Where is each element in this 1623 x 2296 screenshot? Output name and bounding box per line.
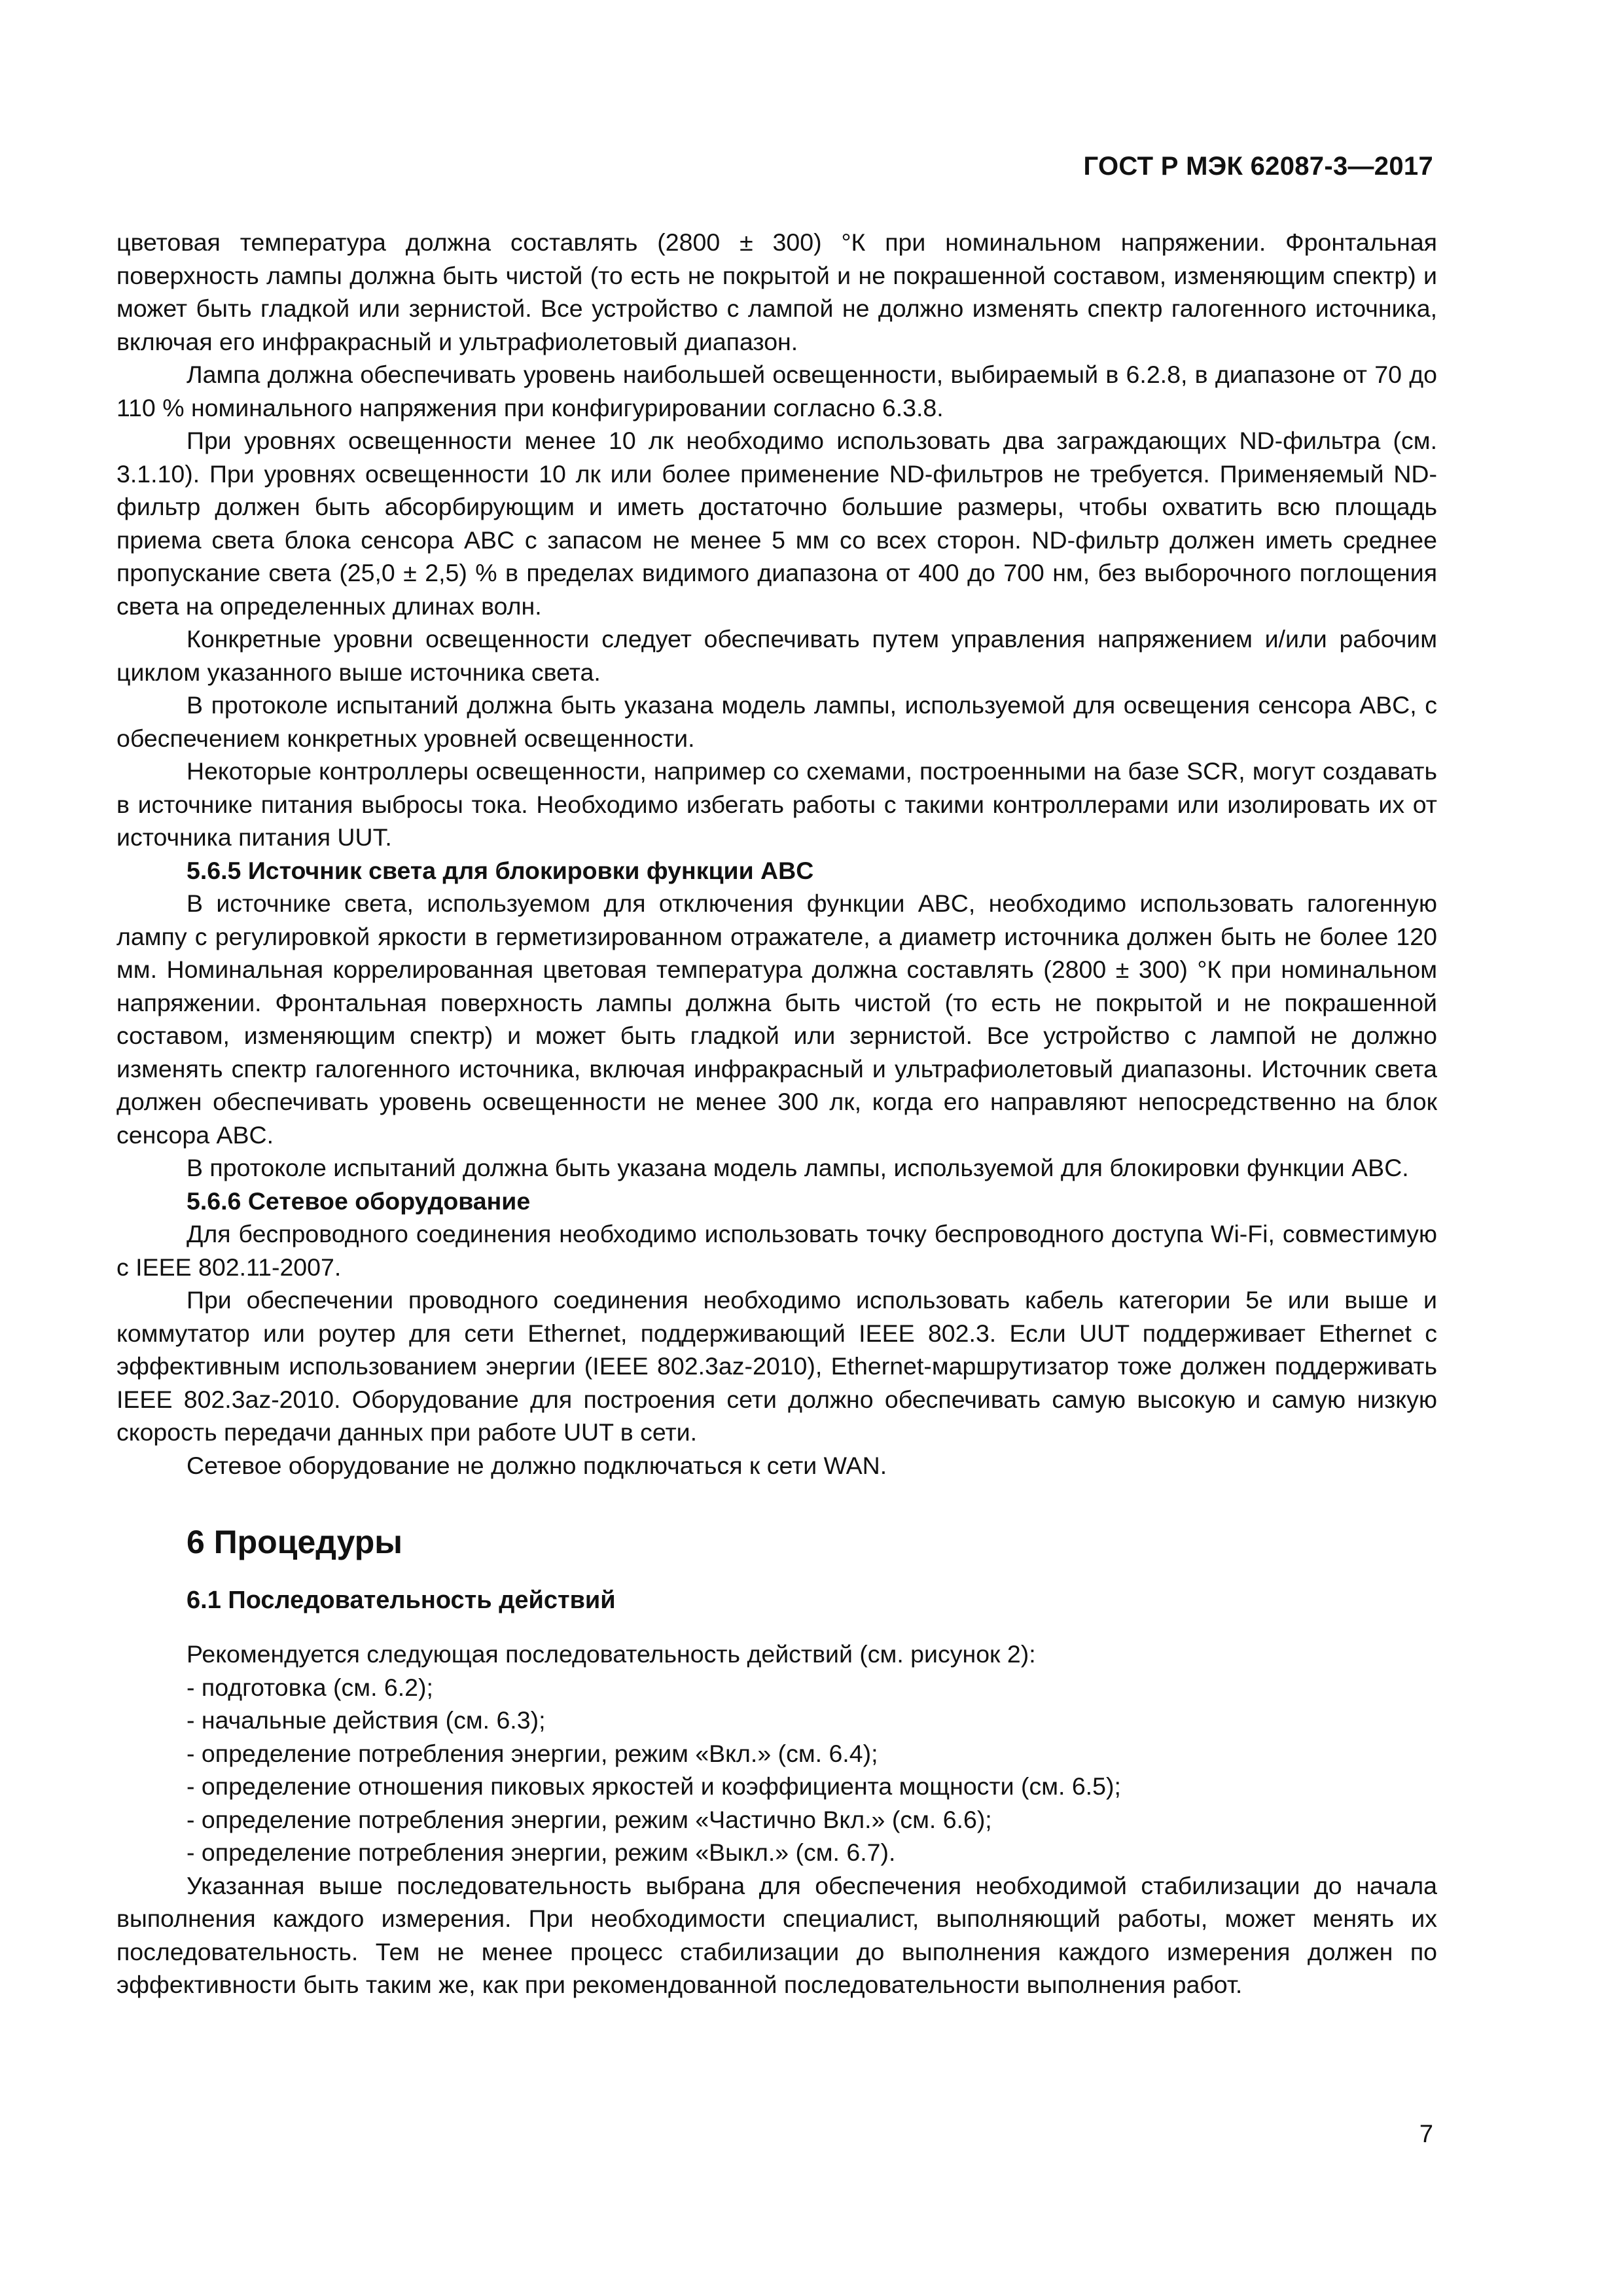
paragraph: Конкретные уровни освещенности следует обеспечивать путем управления напряжением и/или рабочим циклом указанного выше источника света. xyxy=(116,625,1437,686)
section-heading-6: 6 Процедуры xyxy=(187,1524,403,1560)
list-item: - определение потребления энергии, режим «Частично Вкл.» (см. 6.6); xyxy=(187,1805,992,1833)
paragraph: Для беспроводного соединения необходимо использовать точку беспроводного доступа Wi-Fi, совместимую с IEEE 802.11-2007. xyxy=(116,1220,1437,1281)
paragraph: При уровнях освещенности менее 10 лк необходимо использовать два заграждающих ND-фильтра (см. 3.1.10). При уровнях освещенности 10 лк или более применение ND-фильтров не требуется. Применяемый ND-фильтр должен быть абсорбирующим и иметь достаточно большие размеры, чтобы охватить всю площадь приема света блока сенсора ABC с запасом не менее 5 мм со всех сторон. ND-фильтр должен иметь среднее пропускание света (25,0 ± 2,5) % в пределах видимого диапазона от 400 до 700 нм, без выборочного поглощения света на определенных длинах волн. xyxy=(116,427,1437,620)
paragraph: Некоторые контроллеры освещенности, например со схемами, построенными на базе SCR, могут создавать в источнике питания выбросы тока. Необходимо избегать работы с такими контроллерами или изолировать их от источника питания UUT. xyxy=(116,757,1437,851)
section-heading-6-1: 6.1 Последовательность действий xyxy=(187,1587,616,1614)
paragraph: Указанная выше последовательность выбрана для обеспечения необходимой стабилизации до начала выполнения каждого измерения. При необходимости специалист, выполняющий работы, может менять их последовательность. Тем не менее процесс стабилизации до выполнения каждого измерения должен по эффективности быть таким же, как при рекомендованной последовательности выполнения работ. xyxy=(116,1871,1437,1998)
paragraph: При обеспечении проводного соединения необходимо использовать кабель категории 5е или выше и коммутатор или роутер для сети Ethernet, поддерживающий IEEE 802.3. Если UUT поддерживает Ethernet с эффективным использованием энергии (IEEE 802.3az-2010), Ethernet-маршрутизатор тоже должен поддерживать IEEE 802.3az-2010. Оборудование для построения сети должно обеспечивать самую высокую и самую низкую скорость передачи данных при работе UUT в сети. xyxy=(116,1286,1437,1446)
paragraph: В источнике света, используемом для отключения функции ABC, необходимо использовать галогенную лампу с регулировкой яркости в герметизированном отражателе, а диаметр источника должен быть не более 120 мм. Номинальная коррелированная цветовая температура должна составлять (2800 ± 300) °К при номинальном напряжении. Фронтальная поверхность лампы должна быть чистой (то есть не покрытой и не покрашенной составом, изменяющим спектр) и может быть гладкой или зернистой. Все устройство с лампой не должно изменять спектр галогенного источника, включая инфракрасный и ультрафиолетовый диапазоны. Источник света должен обеспечивать уровень освещенности не менее 300 лк, когда его направляют непосредственно на блок сенсора ABC. xyxy=(116,889,1437,1149)
list-item: - определение отношения пиковых яркостей и коэффициента мощности (см. 6.5); xyxy=(187,1772,1121,1800)
paragraph: Рекомендуется следующая последовательность действий (см. рисунок 2): xyxy=(187,1640,1036,1668)
list-item: - определение потребления энергии, режим «Выкл.» (см. 6.7). xyxy=(187,1839,896,1866)
section-heading-5-6-6: 5.6.6 Сетевое оборудование xyxy=(187,1187,531,1215)
paragraph: Лампа должна обеспечивать уровень наибольшей освещенности, выбираемый в 6.2.8, в диапазоне от 70 до 110 % номинального напряжения при конфигурировании согласно 6.3.8. xyxy=(116,361,1437,422)
list-item: - определение потребления энергии, режим «Вкл.» (см. 6.4); xyxy=(187,1739,878,1767)
document-header: ГОСТ Р МЭК 62087-3—2017 xyxy=(1083,152,1433,181)
list-item: - подготовка (см. 6.2); xyxy=(187,1673,433,1701)
list-item: - начальные действия (см. 6.3); xyxy=(187,1706,546,1734)
page-number: 7 xyxy=(1419,2121,1433,2148)
paragraph: Сетевое оборудование не должно подключаться к сети WAN. xyxy=(187,1451,887,1479)
procedure-list xyxy=(116,1671,1437,1869)
section-heading-5-6-5: 5.6.5 Источник света для блокировки функции ABC xyxy=(187,856,814,884)
document-body xyxy=(116,226,1437,2001)
paragraph: В протоколе испытаний должна быть указана модель лампы, используемой для блокировки функции ABC. xyxy=(187,1154,1409,1181)
paragraph: цветовая температура должна составлять (2800 ± 300) °К при номинальном напряжении. Фронтальная поверхность лампы должна быть чистой (то есть не покрытой и не покрашенной составом, изменяющим спектр) и может быть гладкой или зернистой. Все устройство с лампой не должно изменять спектр галогенного источника, включая его инфракрасный и ультрафиолетовый диапазон. xyxy=(116,228,1437,355)
paragraph: В протоколе испытаний должна быть указана модель лампы, используемой для освещения сенсора ABC, с обеспечением конкретных уровней освещенности. xyxy=(116,691,1437,752)
